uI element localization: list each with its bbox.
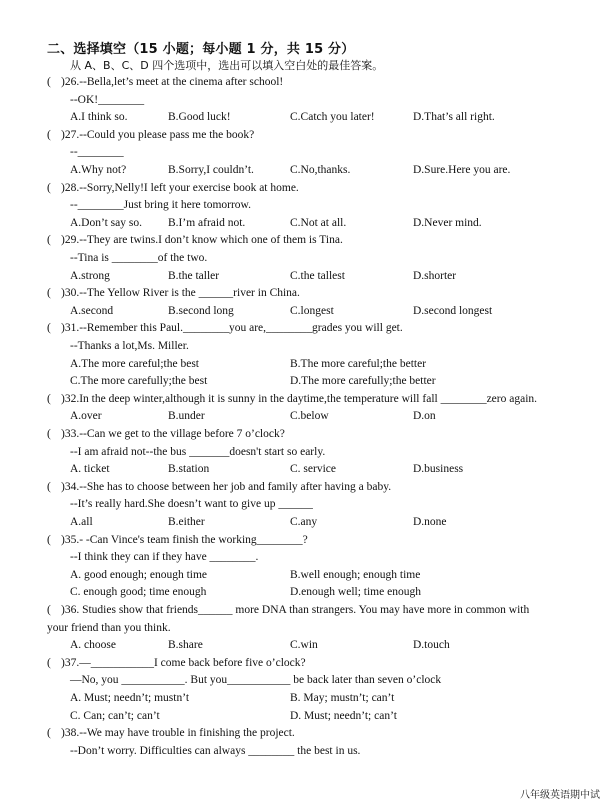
- answer-option: D.Sure.Here you are.: [413, 164, 511, 176]
- question-stem: )32.In the deep winter,although it is sunny in the daytime,the temperature will fall ________zero again.: [61, 392, 538, 405]
- answer-option: A.Why not?: [70, 164, 127, 176]
- answer-option: B.second long: [168, 304, 234, 317]
- question-stem: )33.--Can we get to the village before 7 o’clock?: [61, 428, 285, 440]
- dialogue-line: —No, you ___________. But you___________ be back later than seven o’clock: [70, 674, 442, 687]
- answer-option: A.over: [70, 410, 102, 423]
- answer-option: C.below: [290, 410, 329, 423]
- answer-option: A.I think so.: [70, 111, 128, 124]
- question-stem-continued: your friend than you think.: [47, 621, 171, 634]
- answer-option: A. Must; needn’t; mustn’t: [70, 692, 190, 704]
- answer-paren: (: [47, 392, 51, 405]
- question-stem: )28.--Sorry,Nelly!I left your exercise book at home.: [61, 181, 299, 194]
- answer-option: D.second longest: [413, 304, 493, 317]
- answer-option: B. May; mustn’t; can’t: [290, 692, 395, 704]
- answer-option: A. choose: [70, 639, 116, 652]
- answer-option: D.That’s all right.: [413, 111, 495, 124]
- answer-paren: (: [47, 322, 51, 335]
- answer-option: C.Catch you later!: [290, 111, 375, 124]
- answer-paren: (: [47, 656, 51, 669]
- question-stem: )35.- -Can Vince's team finish the working________?: [61, 533, 308, 546]
- answer-option: D.Never mind.: [413, 216, 482, 229]
- question-stem: )31.--Remember this Paul.________you are,________grades you will get.: [61, 322, 403, 335]
- answer-option: A.The more careful;the best: [70, 357, 199, 370]
- answer-option: B.The more careful;the better: [290, 357, 427, 370]
- answer-option: C. Can; can’t; can’t: [70, 709, 160, 722]
- dialogue-line: --OK!________: [70, 93, 145, 106]
- answer-option: C.No,thanks.: [290, 164, 351, 176]
- page-footer: 八年级英语期中试: [520, 790, 600, 801]
- answer-option: A.second: [70, 304, 114, 317]
- question-stem: )36. Studies show that friends______ more DNA than strangers. You may have more in common with: [61, 604, 530, 616]
- answer-paren: (: [47, 128, 51, 141]
- answer-option: D.business: [413, 463, 464, 476]
- dialogue-line: --Tina is ________of the two.: [70, 252, 208, 264]
- question-stem: )38.--We may have trouble in finishing the project.: [61, 727, 295, 740]
- answer-option: B.the taller: [168, 269, 220, 282]
- question-stem: )37.—___________I come back before five o’clock?: [61, 656, 306, 669]
- answer-option: B.Sorry,I couldn’t.: [168, 164, 254, 176]
- dialogue-line: --I think they can if they have ________.: [70, 551, 259, 564]
- answer-option: B.well enough; enough time: [290, 568, 421, 581]
- answer-option: A.all: [70, 516, 93, 528]
- answer-paren: (: [47, 181, 51, 194]
- answer-paren: (: [47, 480, 51, 493]
- dialogue-line: --Don’t worry. Difficulties can always ________ the best in us.: [70, 744, 361, 757]
- answer-option: A. ticket: [70, 463, 110, 476]
- dialogue-line: --It’s really hard.She doesn’t want to give up ______: [70, 498, 313, 511]
- dialogue-line: --Thanks a lot,Ms. Miller.: [70, 340, 189, 352]
- answer-option: A.strong: [70, 269, 110, 282]
- answer-option: C.win: [290, 639, 318, 652]
- answer-option: B.Good luck!: [168, 111, 231, 124]
- answer-option: C.any: [290, 516, 318, 528]
- answer-option: C. enough good; time enough: [70, 586, 207, 599]
- question-stem: )26.--Bella,let’s meet at the cinema after school!: [61, 76, 284, 88]
- answer-paren: (: [47, 604, 51, 616]
- answer-option: C.the tallest: [290, 269, 345, 282]
- answer-option: B.either: [168, 516, 205, 528]
- answer-option: B.under: [168, 410, 205, 423]
- answer-option: C.The more carefully;the best: [70, 375, 208, 388]
- answer-option: C.longest: [290, 304, 334, 317]
- answer-option: D.touch: [413, 639, 450, 652]
- question-stem: )34.--She has to choose between her job and family after having a baby.: [61, 480, 392, 493]
- dialogue-line: --________: [70, 146, 124, 159]
- answer-paren: (: [47, 287, 51, 300]
- question-stem: )29.--They are twins.I don’t know which one of them is Tina.: [61, 234, 343, 247]
- answer-paren: (: [47, 727, 51, 740]
- answer-option: D. Must; needn’t; can’t: [290, 709, 397, 722]
- answer-paren: (: [47, 428, 51, 440]
- question-stem: )27.--Could you please pass me the book?: [61, 128, 255, 141]
- answer-option: A. good enough; enough time: [70, 568, 208, 581]
- answer-option: D.The more carefully;the better: [290, 375, 436, 388]
- answer-option: D.enough well; time enough: [290, 586, 421, 599]
- answer-paren: (: [47, 76, 51, 88]
- answer-option: C.Not at all.: [290, 216, 347, 229]
- answer-option: B.share: [168, 639, 203, 652]
- dialogue-line: --I am afraid not--the bus _______doesn't start so early.: [70, 445, 326, 458]
- answer-option: D.shorter: [413, 269, 457, 282]
- answer-option: C. service: [290, 463, 336, 476]
- answer-option: B.I’m afraid not.: [168, 216, 246, 229]
- section-instruction: 从 A、B、C、D 四个选项中，选出可以填入空白处的最佳答案。: [70, 59, 384, 72]
- answer-option: D.none: [413, 516, 447, 528]
- section-heading: 二、选择填空（15 小题；每小题 1 分，共 15 分）: [47, 42, 355, 57]
- answer-option: A.Don’t say so.: [70, 216, 142, 229]
- answer-paren: (: [47, 234, 51, 247]
- answer-option: D.on: [413, 410, 436, 423]
- dialogue-line: --________Just bring it here tomorrow.: [70, 199, 251, 212]
- answer-paren: (: [47, 533, 51, 546]
- question-stem: )30.--The Yellow River is the ______river in China.: [61, 287, 300, 300]
- answer-option: B.station: [168, 463, 210, 476]
